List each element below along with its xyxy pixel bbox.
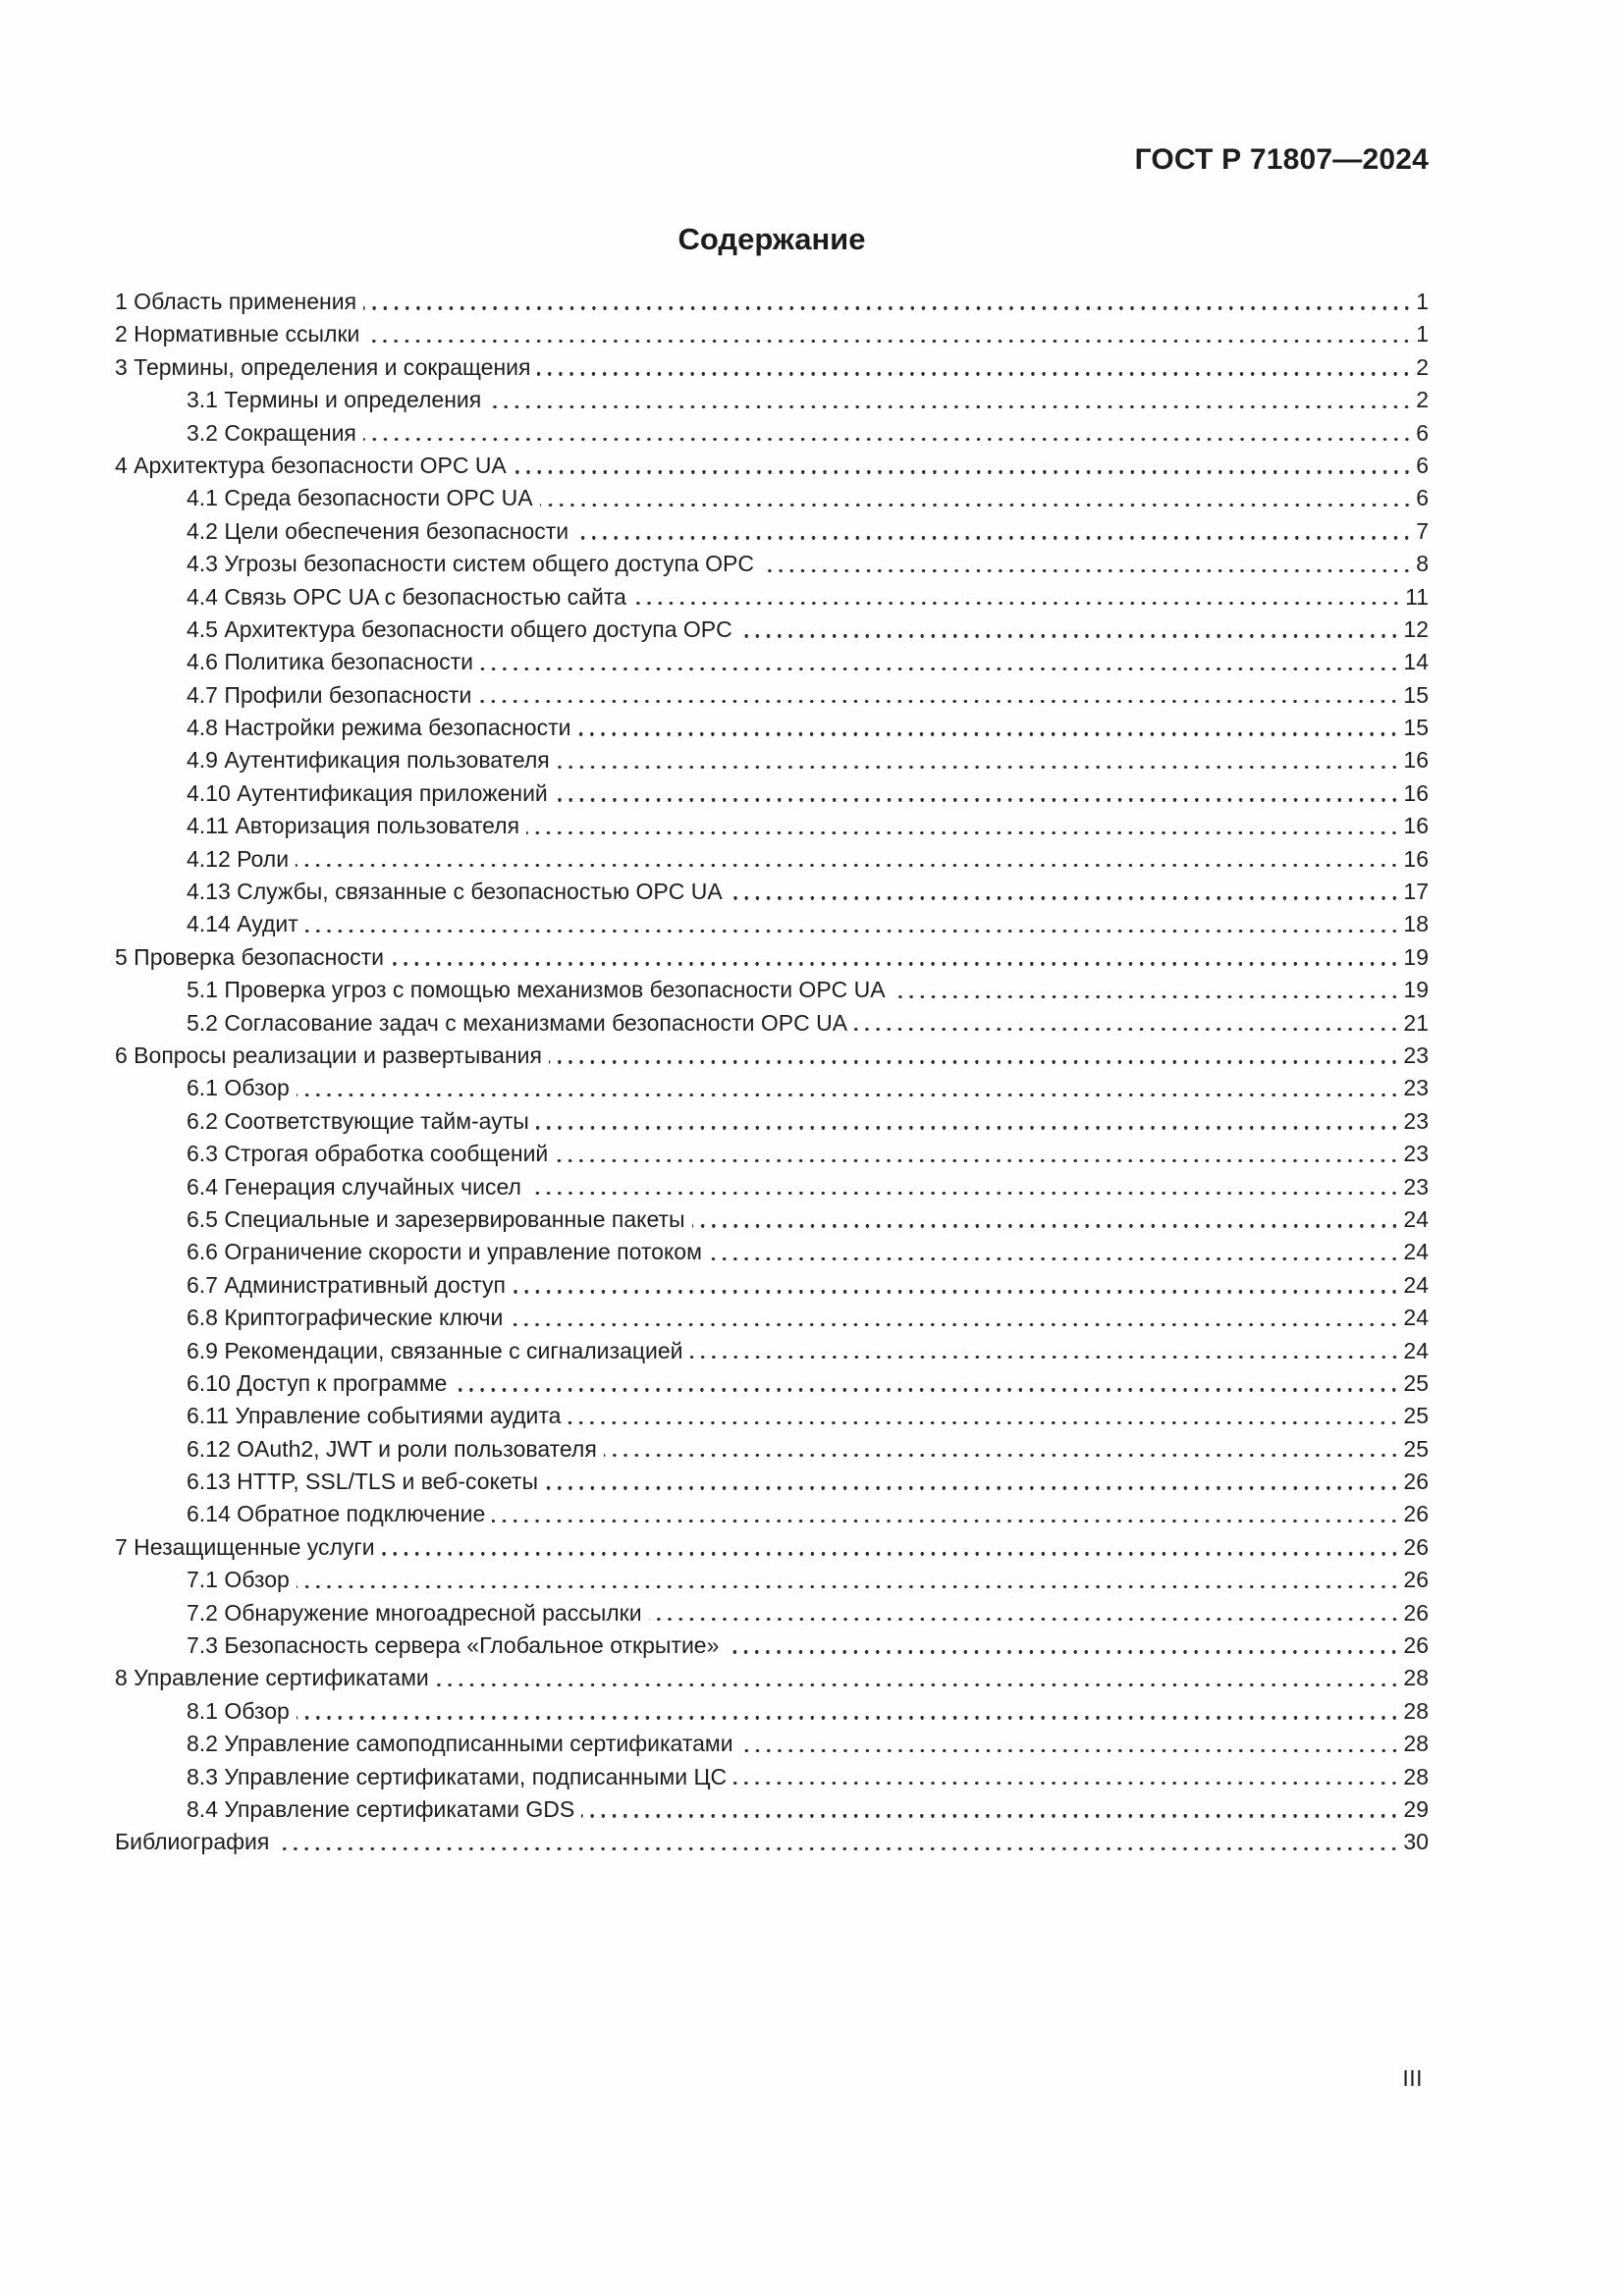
toc-dot-leader — [604, 1454, 1404, 1457]
toc-dot-leader — [297, 1716, 1404, 1719]
toc-entry — [115, 646, 1429, 678]
toc-dot-leader — [363, 438, 1416, 441]
toc-entry-page: 26 — [1403, 1599, 1429, 1626]
toc-entry-page: 23 — [1403, 1075, 1429, 1101]
toc-entry — [115, 1236, 1429, 1268]
toc-entry-title: 4.4 Связь OPC UA с безопасностью сайта — [187, 583, 626, 610]
toc-dot-leader — [633, 602, 1405, 605]
toc-entry-title: 4 Архитектура безопасности OPC UA — [115, 452, 507, 478]
toc-entry — [115, 1498, 1429, 1530]
toc-entry — [115, 482, 1429, 514]
toc-entry-page: 11 — [1405, 583, 1429, 610]
toc-entry-page: 28 — [1403, 1731, 1429, 1757]
toc-dot-leader — [510, 1323, 1403, 1326]
toc-entry-title: 4.2 Цели обеспечения безопасности — [187, 517, 569, 544]
toc-entry-page: 25 — [1403, 1403, 1429, 1429]
toc-entry — [115, 1367, 1429, 1400]
toc-entry — [115, 1400, 1429, 1432]
toc-dot-leader — [297, 1094, 1404, 1096]
toc-entry-page: 8 — [1416, 551, 1429, 577]
toc-entry — [115, 1826, 1429, 1858]
toc-entry-title: 7.2 Обнаружение многоадресной рассылки — [187, 1599, 642, 1626]
toc-entry-page: 30 — [1403, 1829, 1429, 1855]
toc-entry — [115, 1105, 1429, 1138]
toc-entry — [115, 1629, 1429, 1662]
toc-dot-leader — [305, 930, 1404, 933]
toc-entry-title: 3 Термины, определения и сокращения — [115, 353, 531, 380]
toc-dot-leader — [549, 1060, 1403, 1063]
toc-entry-page: 24 — [1403, 1337, 1429, 1363]
toc-entry-title: 6.4 Генерация случайных чисел — [187, 1173, 521, 1200]
toc-entry — [115, 744, 1429, 776]
toc-entry-title: 7.1 Обзор — [187, 1567, 290, 1593]
toc-entry — [115, 1335, 1429, 1367]
toc-entry — [115, 777, 1429, 810]
toc-entry-title: Библиография — [115, 1829, 270, 1855]
toc-entry-title: 4.5 Архитектура безопасности общего доступа OPC — [187, 615, 732, 642]
toc-entry — [115, 1072, 1429, 1104]
toc-entry-page: 28 — [1403, 1763, 1429, 1789]
toc-dot-leader — [480, 667, 1403, 670]
toc-entry — [115, 1138, 1429, 1170]
toc-entry-page: 23 — [1403, 1141, 1429, 1167]
toc-entry-title: 7 Незащищенные услуги — [115, 1533, 375, 1560]
toc-entry-title: 8.2 Управление самоподписанными сертификатами — [187, 1731, 733, 1757]
toc-entry-page: 23 — [1403, 1107, 1429, 1134]
toc-entry-title: 8 Управление сертификатами — [115, 1665, 429, 1691]
toc-dot-leader — [492, 1520, 1403, 1522]
toc-entry-page: 1 — [1416, 289, 1429, 314]
toc-entry-title: 3.2 Сокращения — [187, 419, 356, 446]
toc-dot-leader — [854, 1028, 1403, 1031]
toc-entry — [115, 1040, 1429, 1072]
toc-entry-page: 26 — [1403, 1533, 1429, 1560]
toc-entry-title: 5.1 Проверка угроз с помощью механизмов безопасности OPC UA — [187, 977, 886, 1003]
toc-entry-page: 6 — [1416, 485, 1429, 511]
toc-dot-leader — [514, 470, 1416, 473]
toc-entry — [115, 581, 1429, 614]
toc-entry — [115, 515, 1429, 548]
toc-entry-page: 26 — [1403, 1567, 1429, 1593]
toc-entry-page: 29 — [1403, 1795, 1429, 1822]
toc-entry-title: 3.1 Термины и определения — [187, 387, 482, 413]
toc-dot-leader — [382, 1552, 1404, 1555]
toc-entry-title: 2 Нормативные ссылки — [115, 321, 360, 347]
toc-entry-title: 6.12 OAuth2, JWT и роли пользователя — [187, 1435, 597, 1462]
toc-dot-leader — [726, 1650, 1403, 1653]
toc-entry-page: 14 — [1403, 649, 1429, 675]
toc-dot-leader — [761, 569, 1416, 572]
toc-dot-leader — [739, 634, 1404, 637]
toc-entry — [115, 843, 1429, 876]
toc-entry — [115, 1007, 1429, 1040]
toc-entry-page: 16 — [1403, 813, 1429, 839]
toc-entry-title: 6.1 Обзор — [187, 1075, 290, 1101]
toc-entry-page: 28 — [1403, 1697, 1429, 1724]
toc-dot-leader — [692, 1224, 1404, 1227]
toc-entry-title: 4.6 Политика безопасности — [187, 649, 473, 675]
toc-entry-page: 24 — [1403, 1305, 1429, 1331]
page-number: III — [1402, 2065, 1423, 2091]
toc-entry-title: 6.6 Ограничение скорости и управление потоком — [187, 1239, 702, 1265]
toc-dot-leader — [391, 962, 1403, 965]
toc-entry-page: 21 — [1403, 1009, 1429, 1036]
toc-dot-leader — [513, 1290, 1403, 1293]
toc-dot-leader — [478, 700, 1403, 703]
toc-entry — [115, 941, 1429, 974]
toc-entry — [115, 1793, 1429, 1826]
toc-entry-title: 6.3 Строгая обработка сообщений — [187, 1141, 549, 1167]
toc-entry-page: 16 — [1403, 845, 1429, 872]
toc-entry-page: 26 — [1403, 1501, 1429, 1527]
toc-dot-leader — [454, 1388, 1403, 1391]
toc-dot-leader — [733, 1782, 1403, 1785]
toc-dot-leader — [555, 798, 1404, 801]
toc-entry-title: 4.1 Среда безопасности OPC UA — [187, 485, 533, 511]
toc-entry-title: 6.7 Административный доступ — [187, 1271, 506, 1298]
toc-dot-leader — [297, 1585, 1404, 1588]
toc-entry-title: 6.2 Соответствующие тайм-ауты — [187, 1107, 529, 1134]
toc-dot-leader — [730, 896, 1404, 899]
toc-entry — [115, 974, 1429, 1006]
toc-dot-leader — [436, 1683, 1404, 1686]
toc-dot-leader — [649, 1618, 1404, 1621]
toc-dot-leader — [568, 1421, 1403, 1424]
toc-entry — [115, 712, 1429, 744]
toc-entry-title: 6.11 Управление событиями аудита — [187, 1403, 562, 1429]
toc-dot-leader — [555, 1159, 1403, 1162]
toc-entry-page: 6 — [1416, 452, 1429, 478]
toc-dot-leader — [575, 536, 1416, 539]
toc-entry-title: 4.9 Аутентификация пользователя — [187, 747, 550, 774]
toc-dot-leader — [363, 306, 1416, 309]
toc-dot-leader — [581, 1814, 1403, 1817]
toc-entry — [115, 1531, 1429, 1564]
toc-entry-title: 4.7 Профили безопасности — [187, 681, 472, 708]
toc-entry — [115, 679, 1429, 712]
toc-entry — [115, 908, 1429, 940]
toc-entry-title: 6.14 Обратное подключение — [187, 1501, 486, 1527]
toc-entry-title: 4.11 Авторизация пользователя — [187, 813, 520, 839]
toc-entry — [115, 1695, 1429, 1728]
toc-dot-leader — [557, 766, 1404, 769]
toc-entry-title: 6.9 Рекомендации, связанные с сигнализацией — [187, 1337, 683, 1363]
toc-entry — [115, 286, 1429, 318]
toc-entry — [115, 1466, 1429, 1498]
toc-entry-page: 1 — [1416, 321, 1429, 347]
toc-entry — [115, 1761, 1429, 1793]
toc-entry — [115, 1203, 1429, 1236]
toc-entry-page: 18 — [1403, 911, 1429, 937]
toc-entry — [115, 548, 1429, 580]
toc-entry-title: 6.13 HTTP, SSL/TLS и веб-сокеты — [187, 1468, 538, 1495]
toc-entry-page: 25 — [1403, 1369, 1429, 1396]
toc-dot-leader — [296, 864, 1403, 867]
toc-dot-leader — [545, 1486, 1403, 1489]
toc-list — [115, 286, 1429, 1859]
toc-entry-page: 12 — [1403, 615, 1429, 642]
toc-dot-leader — [276, 1847, 1403, 1850]
toc-entry-title: 4.12 Роли — [187, 845, 290, 872]
toc-entry-page: 15 — [1403, 681, 1429, 708]
toc-entry — [115, 1662, 1429, 1694]
toc-entry — [115, 1171, 1429, 1203]
toc-dot-leader — [577, 732, 1403, 735]
toc-entry — [115, 384, 1429, 416]
toc-dot-leader — [540, 504, 1417, 507]
toc-entry-title: 7.3 Безопасность сервера «Глобальное открытие» — [187, 1632, 720, 1659]
toc-entry-page: 16 — [1403, 779, 1429, 806]
toc-entry-page: 17 — [1403, 879, 1429, 905]
toc-entry-page: 24 — [1403, 1205, 1429, 1232]
standard-number-header: ГОСТ Р 71807—2024 — [1134, 143, 1429, 176]
toc-dot-leader — [488, 405, 1416, 408]
toc-dot-leader — [366, 340, 1416, 343]
toc-entry-page: 28 — [1403, 1665, 1429, 1691]
toc-entry — [115, 1269, 1429, 1302]
toc-entry — [115, 810, 1429, 842]
toc-entry — [115, 876, 1429, 908]
toc-entry-title: 4.14 Аудит — [187, 911, 298, 937]
toc-entry-page: 6 — [1416, 419, 1429, 446]
toc-entry-title: 8.4 Управление сертификатами GDS — [187, 1795, 575, 1822]
toc-entry-title: 4.10 Аутентификация приложений — [187, 779, 548, 806]
toc-entry — [115, 1728, 1429, 1760]
toc-entry-page: 7 — [1416, 517, 1429, 544]
toc-entry-page: 2 — [1416, 387, 1429, 413]
toc-dot-leader — [537, 372, 1416, 375]
toc-entry-page: 25 — [1403, 1435, 1429, 1462]
toc-dot-leader — [709, 1257, 1404, 1260]
toc-entry-title: 6.5 Специальные и зарезервированные пакеты — [187, 1205, 685, 1232]
toc-entry-page: 15 — [1403, 715, 1429, 741]
toc-entry-title: 4.3 Угрозы безопасности систем общего доступа OPC — [187, 551, 754, 577]
toc-entry-title: 8.3 Управление сертификатами, подписанными ЦС — [187, 1763, 728, 1789]
toc-entry — [115, 614, 1429, 646]
toc-entry-page: 16 — [1403, 747, 1429, 774]
page-title: Содержание — [677, 222, 866, 256]
toc-entry-page: 26 — [1403, 1468, 1429, 1495]
toc-entry — [115, 351, 1429, 384]
toc-dot-leader — [526, 831, 1403, 834]
toc-entry-page: 2 — [1416, 353, 1429, 380]
toc-dot-leader — [690, 1356, 1404, 1359]
toc-entry — [115, 450, 1429, 482]
toc-entry-title: 4.13 Службы, связанные с безопасностью OPC UA — [187, 879, 723, 905]
toc-entry-title: 6.10 Доступ к программе — [187, 1369, 448, 1396]
toc-entry — [115, 1564, 1429, 1596]
toc-entry-page: 24 — [1403, 1271, 1429, 1298]
toc-entry — [115, 1302, 1429, 1334]
toc-dot-leader — [893, 995, 1404, 998]
toc-entry — [115, 417, 1429, 450]
toc-dot-leader — [528, 1192, 1403, 1195]
toc-entry-page: 23 — [1403, 1041, 1429, 1068]
toc-entry-title: 5 Проверка безопасности — [115, 943, 384, 970]
toc-entry-title: 4.8 Настройки режима безопасности — [187, 715, 571, 741]
toc-dot-leader — [740, 1749, 1404, 1752]
toc-entry — [115, 1597, 1429, 1629]
toc-entry-page: 24 — [1403, 1239, 1429, 1265]
toc-entry-title: 6 Вопросы реализации и развертывания — [115, 1041, 542, 1068]
toc-dot-leader — [536, 1126, 1404, 1129]
toc-entry-page: 19 — [1403, 977, 1429, 1003]
toc-entry-title: 6.8 Криптографические ключи — [187, 1305, 504, 1331]
toc-entry-title: 1 Область применения — [115, 289, 357, 314]
toc-entry — [115, 1433, 1429, 1466]
toc-entry-page: 23 — [1403, 1173, 1429, 1200]
toc-entry-page: 19 — [1403, 943, 1429, 970]
toc-entry-page: 26 — [1403, 1632, 1429, 1659]
toc-entry-title: 5.2 Согласование задач с механизмами безопасности OPC UA — [187, 1009, 848, 1036]
toc-entry-title: 8.1 Обзор — [187, 1697, 290, 1724]
toc-entry — [115, 318, 1429, 350]
